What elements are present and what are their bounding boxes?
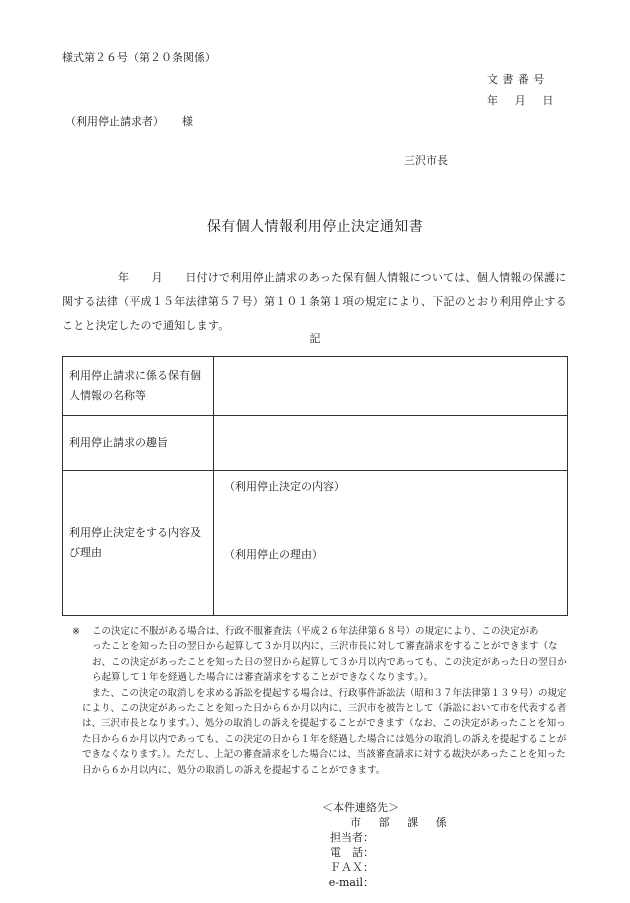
contact-block (322, 800, 464, 890)
appeal-notice (62, 624, 572, 778)
contact-field (322, 830, 464, 845)
note-paragraph1-first: この決定に不服がある場合は、行政不服審査法（平成２６年法律第６８号）の規定により、この決定があ (92, 626, 539, 637)
recipient-label: （利用停止請求者） (65, 115, 164, 128)
contact-field-label: e-mail： (328, 876, 374, 889)
contact-field (322, 845, 464, 860)
document-number-label: 文書番号 (487, 73, 549, 86)
table-row (63, 471, 568, 616)
decision-reason-heading: （利用停止の理由） (224, 548, 323, 561)
recipient-honorific: 様 (182, 115, 193, 128)
table-label: 利用停止請求に係る保有個人情報の名称等 (63, 357, 214, 416)
table-value (214, 416, 568, 471)
body-text: 年 月 日付けで利用停止請求のあった保有個人情報については、個人情報の保護に関する法律（平成１５年法律第５７号）第１０１条第１項の規定により、下記のとおり利用停止することと決定したので通知します。 (62, 271, 567, 332)
table-label: 利用停止請求の趣旨 (63, 416, 214, 471)
ki-marker: 記 (309, 332, 321, 345)
contact-field-label: ＦＡＸ： (330, 861, 374, 874)
date-label: 年 月 日 (487, 94, 554, 107)
sender-name: 三沢市長 (404, 154, 448, 167)
contact-field-label: 電 話： (330, 846, 374, 859)
form-number: 様式第２６号（第２０条関係） (62, 51, 216, 64)
table-row (63, 357, 568, 416)
contact-field (322, 860, 464, 875)
body-paragraph (62, 266, 568, 338)
document-title: 保有個人情報利用停止決定通知書 (206, 219, 424, 235)
details-table (62, 356, 568, 616)
note-paragraph1-rest: ったことを知った日の翌日から起算して３か月以内に、三沢市長に対して審査請求をすることができます（なお、この決定があったことを知った日の翌日から起算して３か月以内であっても、この決定があった日の翌日から起算して１年を経過した場合には審査請求をすることができなくなります。）。 (92, 641, 567, 684)
table-row (63, 416, 568, 471)
recipient-line (65, 113, 193, 129)
contact-field-label: 担当者： (330, 831, 374, 844)
contact-department: 市部課係 (350, 816, 465, 829)
table-label: 利用停止決定をする内容及び理由 (63, 471, 214, 616)
note-paragraph2: また、この決定の取消しを求める訴訟を提起する場合は、行政事件訴訟法（昭和３７年法律第１３９号）の規定により、この決定があったことを知った日から６か月以内に、三沢市を被告として（訴訟において市を代表する者は、三沢市長となります。）、処分の取消しの訴えを提起することができます（なお、この決定があったことを知った日から６か月以内であっても、この決定の日から１年を経過した場合には処分の取消しの訴えを提起することができなくなります。）。ただし、上記の審査請求をした場合には、当該審査請求に対する裁決があったことを知った日から６か月以内に、処分の取消しの訴えを提起することができます。 (82, 687, 567, 776)
contact-field (322, 875, 464, 890)
contact-heading: ＜本件連絡先＞ (322, 801, 399, 814)
decision-content-heading: （利用停止決定の内容） (224, 480, 345, 493)
table-value (214, 357, 568, 416)
note-mark: ※ (72, 626, 80, 637)
table-value (214, 471, 568, 616)
